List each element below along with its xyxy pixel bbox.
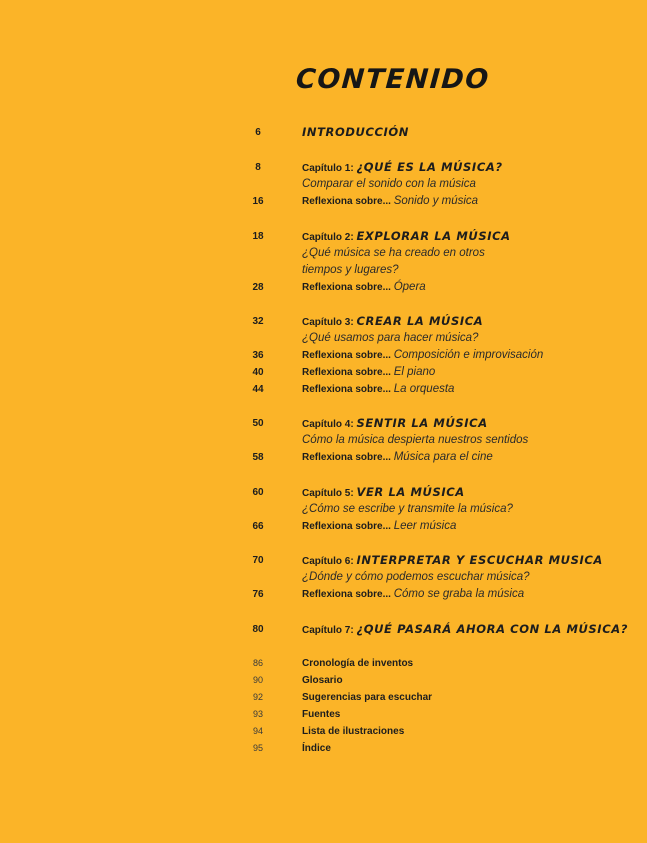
- toc-reflexion-row[interactable]: [0, 586, 647, 603]
- chapter-title: VER LA MÚSICA: [356, 485, 465, 499]
- toc-back-row[interactable]: [0, 689, 647, 706]
- intro-label: INTRODUCCIÓN: [302, 125, 410, 139]
- page-number: 58: [252, 452, 264, 463]
- page-number: 92: [252, 692, 263, 702]
- chapter-title: CREAR LA MÚSICA: [356, 314, 484, 328]
- page-number: 50: [252, 418, 264, 429]
- chapter-prefix: Capítulo 7:: [302, 625, 357, 636]
- chapter-title: SENTIR LA MÚSICA: [356, 416, 488, 430]
- toc-back-row[interactable]: [0, 655, 647, 672]
- chapter-title: ¿QUÉ PASARÁ AHORA CON LA MÚSICA?: [356, 622, 629, 636]
- toc-reflexion-row[interactable]: [0, 193, 647, 210]
- reflexion-label: Reflexiona sobre...: [302, 196, 394, 207]
- chapter-title: ¿QUÉ ES LA MÚSICA?: [356, 160, 503, 174]
- reflexion-label: Reflexiona sobre...: [302, 350, 394, 361]
- toc-chapter-row[interactable]: [0, 159, 647, 176]
- page-number: 32: [252, 316, 264, 327]
- toc-intro-row[interactable]: [0, 124, 647, 141]
- page-number: 40: [252, 367, 264, 378]
- reflexion-label: Reflexiona sobre...: [302, 521, 394, 532]
- page-number: 60: [252, 487, 264, 498]
- toc-chapter-row[interactable]: [0, 415, 647, 432]
- reflexion-label: Reflexiona sobre...: [302, 589, 394, 600]
- toc-chapter-row[interactable]: [0, 484, 647, 501]
- reflexion-label: Reflexiona sobre...: [302, 452, 394, 463]
- back-label: Glosario: [302, 675, 343, 686]
- page-number: 36: [252, 350, 264, 361]
- page-number: 70: [252, 555, 264, 566]
- reflexion-label: Reflexiona sobre...: [302, 384, 394, 395]
- page-number: 76: [252, 589, 264, 600]
- chapter-subtitle: [0, 330, 647, 347]
- chapter-subtitle: [0, 245, 647, 262]
- chapter-subtitle: [0, 501, 647, 518]
- page-number: 80: [252, 624, 264, 635]
- chapter-subtitle: [0, 569, 647, 586]
- chapter-prefix: Capítulo 6:: [302, 556, 357, 567]
- chapter-subtitle-line: ¿Qué usamos para hacer música?: [302, 332, 479, 344]
- page-title: CONTENIDO: [294, 64, 491, 95]
- page-number: 95: [252, 743, 263, 753]
- chapter-subtitle: [0, 176, 647, 193]
- back-label: Índice: [302, 743, 331, 754]
- toc-chapter-row[interactable]: [0, 552, 647, 569]
- toc-back-row[interactable]: [0, 740, 647, 757]
- back-label: Cronología de inventos: [302, 658, 414, 669]
- reflexion-topic: Cómo se graba la música: [393, 588, 525, 600]
- toc-reflexion-row[interactable]: [0, 279, 647, 296]
- page-number: 44: [252, 384, 264, 395]
- page-number: 8: [255, 162, 261, 173]
- chapter-subtitle-line: Comparar el sonido con la música: [302, 178, 476, 190]
- chapter-subtitle-line: ¿Cómo se escribe y transmite la música?: [302, 503, 513, 515]
- chapter-prefix: Capítulo 2:: [302, 232, 357, 243]
- chapter-subtitle: [0, 262, 647, 279]
- reflexion-topic: Ópera: [393, 281, 426, 293]
- reflexion-topic: Sonido y música: [393, 195, 479, 207]
- back-label: Lista de ilustraciones: [302, 726, 405, 737]
- page-number: 66: [252, 521, 264, 532]
- page-number: 94: [252, 726, 263, 736]
- reflexion-topic: Música para el cine: [393, 451, 493, 463]
- reflexion-topic: Leer música: [393, 520, 457, 532]
- page-number: 93: [252, 709, 263, 719]
- toc-reflexion-row[interactable]: [0, 518, 647, 535]
- chapter-subtitle: [0, 432, 647, 449]
- reflexion-topic: Composición e improvisación: [393, 349, 544, 361]
- toc-back-row[interactable]: [0, 706, 647, 723]
- reflexion-label: Reflexiona sobre...: [302, 282, 394, 293]
- back-label: Fuentes: [302, 709, 341, 720]
- chapter-prefix: Capítulo 5:: [302, 488, 357, 499]
- toc-back-row[interactable]: [0, 672, 647, 689]
- toc-reflexion-row[interactable]: [0, 364, 647, 381]
- reflexion-topic: El piano: [393, 366, 436, 378]
- toc-chapter-row[interactable]: [0, 313, 647, 330]
- page-number: 18: [252, 231, 264, 242]
- page-number: 16: [252, 196, 264, 207]
- chapter-subtitle-line: ¿Qué música se ha creado en otros: [302, 247, 485, 259]
- toc-reflexion-row[interactable]: [0, 449, 647, 466]
- toc-reflexion-row[interactable]: [0, 381, 647, 398]
- back-label: Sugerencias para escuchar: [302, 692, 433, 703]
- page-number: 6: [255, 127, 261, 138]
- chapter-title: EXPLORAR LA MÚSICA: [356, 229, 511, 243]
- chapter-title: INTERPRETAR Y ESCUCHAR MUSICA: [356, 553, 603, 567]
- chapter-prefix: Capítulo 3:: [302, 317, 357, 328]
- reflexion-topic: La orquesta: [393, 383, 455, 395]
- chapter-subtitle-line: Cómo la música despierta nuestros sentidos: [302, 434, 529, 446]
- chapter-prefix: Capítulo 1:: [302, 163, 357, 174]
- reflexion-label: Reflexiona sobre...: [302, 367, 394, 378]
- chapter-subtitle-line: ¿Dónde y cómo podemos escuchar música?: [302, 571, 530, 583]
- chapter-subtitle-line: tiempos y lugares?: [302, 264, 399, 276]
- chapter-prefix: Capítulo 4:: [302, 419, 357, 430]
- toc-reflexion-row[interactable]: [0, 347, 647, 364]
- page-number: 86: [252, 658, 263, 668]
- page-number: 28: [252, 282, 264, 293]
- toc-back-row[interactable]: [0, 723, 647, 740]
- page-number: 90: [252, 675, 263, 685]
- toc-chapter-row[interactable]: [0, 621, 647, 638]
- toc-chapter-row[interactable]: [0, 228, 647, 245]
